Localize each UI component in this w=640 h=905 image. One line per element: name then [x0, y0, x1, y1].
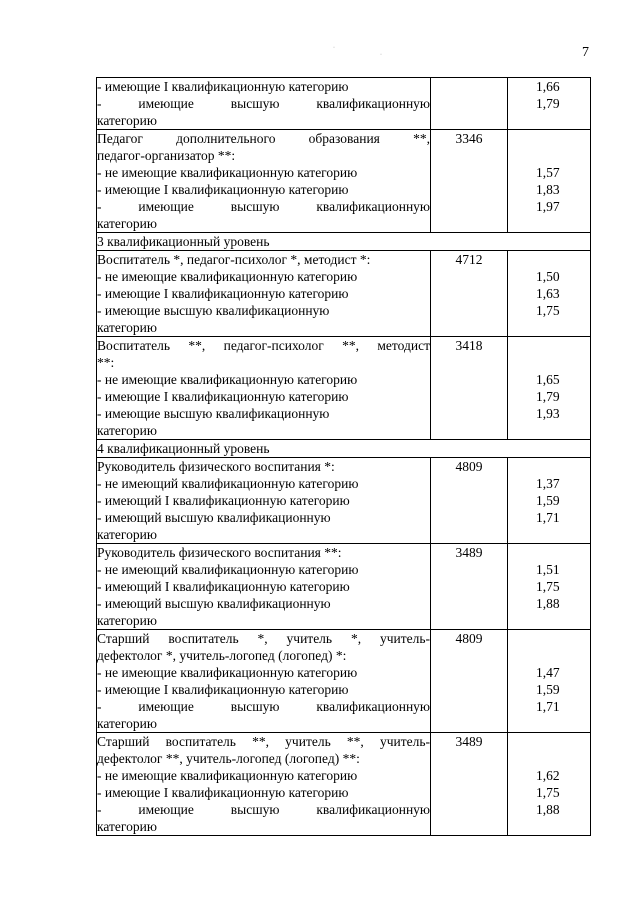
salary-value: 3346: [455, 131, 483, 146]
position-text-line: категорию: [97, 320, 157, 335]
coefficient-value: 1,62: [536, 768, 560, 783]
coefficient-cell: [508, 337, 591, 440]
position-text-line: - имеющие высшую квалификационную: [97, 303, 330, 318]
position-text-line: - имеющие I квалификационную категорию: [97, 79, 349, 94]
position-text-line: - имеющие I квалификационную категорию: [97, 389, 349, 404]
coefficient-value: [508, 422, 590, 439]
position-text-line: категорию: [97, 423, 157, 438]
coefficient-value: [508, 354, 590, 371]
coefficient-value: 1,88: [536, 802, 560, 817]
salary-cell: [431, 130, 508, 233]
coefficient-value: [508, 112, 590, 129]
coefficient-value: [508, 337, 590, 354]
position-cell: [97, 458, 431, 544]
position-text-line: - имеющие I квалификационную категорию: [97, 286, 349, 301]
coefficient-value: 1,79: [536, 389, 560, 404]
table-body: [97, 78, 591, 836]
position-text-line: Воспитатель *, педагог-психолог *, методист *:: [97, 252, 371, 267]
table-row: [97, 130, 591, 233]
position-text-line: - имеющие высшую квалификационную: [97, 406, 330, 421]
scan-speck: ·: [333, 45, 335, 51]
coefficient-value: [508, 715, 590, 732]
salary-value: 3418: [455, 338, 483, 353]
coefficient-value: 1,71: [536, 510, 560, 525]
coefficient-value: 1,71: [536, 699, 560, 714]
table-row: [97, 458, 591, 544]
coefficient-cell: [508, 130, 591, 233]
coefficient-value: [508, 130, 590, 147]
coefficient-value: [508, 630, 590, 647]
position-text-line: - имеющие I квалификационную категорию: [97, 182, 349, 197]
coefficient-value: 1,65: [536, 372, 560, 387]
position-text-line: Руководитель физического воспитания *:: [97, 459, 335, 474]
salary-cell: [431, 458, 508, 544]
coefficient-value: 1,75: [536, 785, 560, 800]
salary-cell: [431, 337, 508, 440]
level-heading-text: 3 квалификационный уровень: [97, 234, 270, 249]
position-text-line: - имеющие I квалификационную категорию: [97, 682, 349, 697]
table-row: [97, 251, 591, 337]
coefficient-value: 1,66: [536, 79, 560, 94]
position-text-line: - не имеющие квалификационную категорию: [97, 269, 358, 284]
coefficient-value: [508, 458, 590, 475]
salary-value: 4809: [455, 459, 483, 474]
coefficient-value: 1,75: [536, 579, 560, 594]
position-text-line: категорию: [97, 613, 157, 628]
coefficient-value: [508, 251, 590, 268]
coefficient-value: 1,79: [536, 96, 560, 111]
position-text-line: категорию: [97, 819, 157, 834]
salary-table: [96, 77, 591, 836]
salary-value: 4809: [455, 631, 483, 646]
qualification-level-row: [97, 233, 591, 251]
table-row: [97, 78, 591, 130]
position-text-line: - имеющий I квалификационную категорию: [97, 579, 350, 594]
position-text-line: - не имеющий квалификационную категорию: [97, 476, 359, 491]
salary-value: [431, 78, 507, 95]
position-text-line: - имеющий высшую квалификационную: [97, 510, 331, 525]
coefficient-value: [508, 319, 590, 336]
salary-value: 3489: [455, 734, 483, 749]
coefficient-value: [508, 612, 590, 629]
salary-value: 3489: [455, 545, 483, 560]
position-cell: [97, 544, 431, 630]
position-text-line: Старший воспитатель *, учитель *, учитель-: [97, 631, 430, 646]
level-heading: [97, 440, 591, 458]
position-text-line: **:: [97, 355, 115, 370]
coefficient-cell: [508, 458, 591, 544]
position-cell: [97, 130, 431, 233]
coefficient-value: 1,97: [536, 199, 560, 214]
position-text-line: - имеющие высшую квалификационную: [97, 96, 430, 111]
position-text-line: - имеющий I квалификационную категорию: [97, 493, 350, 508]
level-heading-text: 4 квалификационный уровень: [97, 441, 270, 456]
coefficient-value: [508, 544, 590, 561]
coefficient-value: 1,59: [536, 493, 560, 508]
coefficient-cell: [508, 78, 591, 130]
coefficient-value: 1,47: [536, 665, 560, 680]
position-text-line: - не имеющие квалификационную категорию: [97, 165, 358, 180]
coefficient-value: 1,57: [536, 165, 560, 180]
position-text-line: дефектолог *, учитель-логопед (логопед) *:: [97, 648, 347, 663]
coefficient-value: 1,63: [536, 286, 560, 301]
coefficient-cell: [508, 251, 591, 337]
coefficient-cell: [508, 630, 591, 733]
salary-cell: [431, 733, 508, 836]
position-text-line: педагог-организатор **:: [97, 148, 236, 163]
table-row: [97, 630, 591, 733]
position-text-line: категорию: [97, 216, 157, 231]
coefficient-value: 1,51: [536, 562, 560, 577]
position-text-line: категорию: [97, 113, 157, 128]
level-heading: [97, 233, 591, 251]
coefficient-value: [508, 647, 590, 664]
table-row: [97, 337, 591, 440]
qualification-level-row: [97, 440, 591, 458]
position-cell: [97, 733, 431, 836]
coefficient-value: 1,88: [536, 596, 560, 611]
position-text-line: - не имеющие квалификационную категорию: [97, 372, 358, 387]
table-row: [97, 544, 591, 630]
coefficient-value: [508, 526, 590, 543]
salary-cell: [431, 630, 508, 733]
position-text-line: Педагог дополнительного образования **,: [97, 131, 430, 146]
salary-cell: [431, 78, 508, 130]
position-cell: [97, 78, 431, 130]
position-text-line: - не имеющие квалификационную категорию: [97, 665, 358, 680]
table-row: [97, 733, 591, 836]
coefficient-value: 1,75: [536, 303, 560, 318]
coefficient-value: [508, 733, 590, 750]
position-text-line: - имеющие высшую квалификационную: [97, 802, 430, 817]
salary-cell: [431, 544, 508, 630]
coefficient-cell: [508, 544, 591, 630]
position-text-line: - не имеющие квалификационную категорию: [97, 768, 358, 783]
coefficient-value: 1,59: [536, 682, 560, 697]
position-text-line: Воспитатель **, педагог-психолог **, методист: [97, 338, 430, 353]
coefficient-value: [508, 147, 590, 164]
position-cell: [97, 251, 431, 337]
position-text-line: категорию: [97, 527, 157, 542]
coefficient-value: [508, 215, 590, 232]
salary-value: 4712: [455, 252, 483, 267]
position-text-line: - имеющий высшую квалификационную: [97, 596, 331, 611]
coefficient-value: [508, 750, 590, 767]
coefficient-value: [508, 818, 590, 835]
coefficient-value: 1,50: [536, 269, 560, 284]
position-text-line: Руководитель физического воспитания **:: [97, 545, 342, 560]
page-number: 7: [582, 45, 589, 60]
coefficient-value: 1,93: [536, 406, 560, 421]
position-text-line: - имеющие высшую квалификационную: [97, 699, 430, 714]
position-text-line: - имеющие I квалификационную категорию: [97, 785, 349, 800]
position-text-line: - имеющие высшую квалификационную: [97, 199, 430, 214]
coefficient-value: 1,83: [536, 182, 560, 197]
scan-speck: ·: [380, 52, 382, 58]
salary-cell: [431, 251, 508, 337]
coefficient-value: 1,37: [536, 476, 560, 491]
position-text-line: дефектолог **, учитель-логопед (логопед) **:: [97, 751, 360, 766]
position-cell: [97, 630, 431, 733]
position-text-line: категорию: [97, 716, 157, 731]
position-text-line: - не имеющий квалификационную категорию: [97, 562, 359, 577]
position-text-line: Старший воспитатель **, учитель **, учитель-: [97, 734, 430, 749]
coefficient-cell: [508, 733, 591, 836]
position-cell: [97, 337, 431, 440]
